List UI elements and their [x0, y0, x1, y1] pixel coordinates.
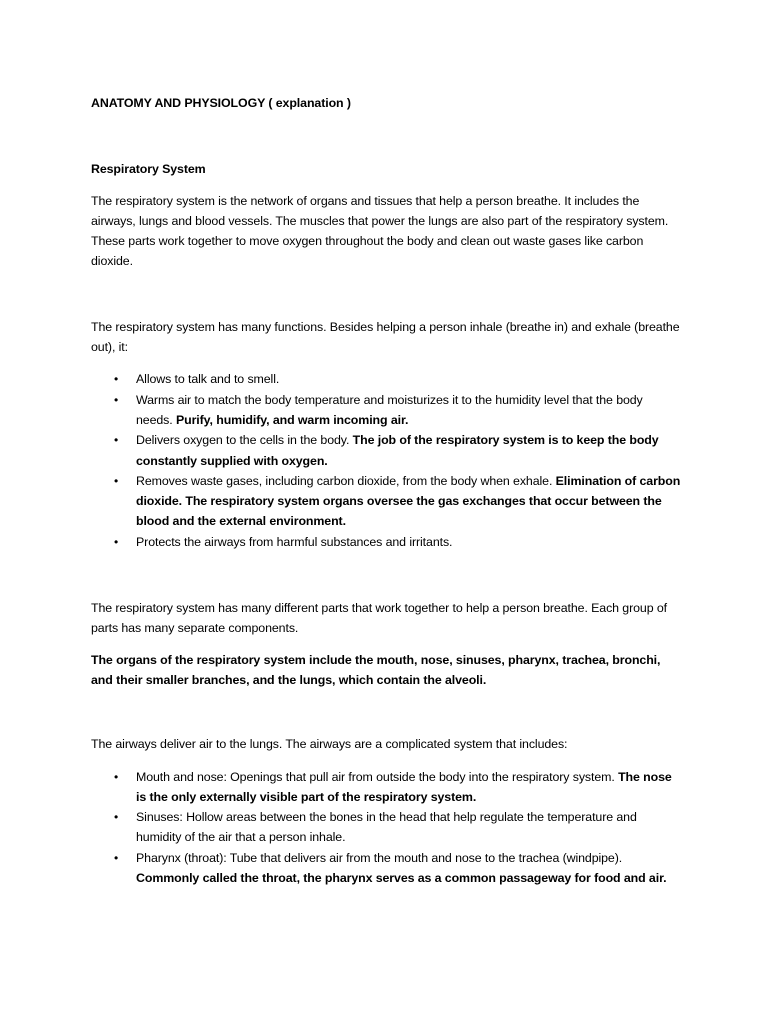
paragraph-parts: The respiratory system has many different parts that work together to help a person breathe. Each group of parts has many separate components.: [91, 601, 667, 636]
list-item-text: Mouth and nose: Openings that pull air from outside the body into the respiratory system.: [136, 769, 619, 784]
list-item-bold-text: Purify, humidify, and warm incoming air.: [175, 412, 409, 427]
bullet-icon: •: [114, 392, 119, 407]
list-item-text: Removes waste gases, including carbon dioxide, from the body when exhale.: [136, 473, 556, 488]
bullet-icon: •: [114, 534, 119, 549]
bullet-icon: •: [114, 810, 119, 825]
paragraph-airways-intro: The airways deliver air to the lungs. The airways are a complicated system that includes:: [91, 737, 568, 752]
bullet-icon: •: [114, 769, 119, 784]
document-title: ANATOMY AND PHYSIOLOGY ( explanation ): [91, 96, 351, 110]
list-item-text: Protects the airways from harmful substances and irritants.: [136, 534, 453, 549]
paragraph-functions-intro: The respiratory system has many functions. Besides helping a person inhale (breathe in) and exhale (breathe out), it:: [91, 319, 680, 355]
list-item: [114, 532, 682, 552]
functions-list: [91, 369, 682, 552]
list-item-bold-text: Elimination of carbon dioxide. The respiratory system organs oversee the gas exchanges that occur between the blood and the external environment.: [136, 473, 681, 529]
list-item-text: Warms air to match the body temperature and moisturizes it to the humidity level that the body needs.: [136, 392, 643, 427]
list-item-bold-text: The nose is the only externally visible part of the respiratory system.: [136, 769, 672, 804]
list-item: [114, 369, 682, 389]
bullet-icon: •: [114, 372, 119, 387]
list-item: [114, 471, 682, 532]
paragraph-intro: The respiratory system is the network of organs and tissues that help a person breathe. It includes the airways, lungs and blood vessels. The muscles that power the lungs are also part of the respiratory system. These parts work together to move oxygen throughout the body and clean out waste gases like carbon dioxide.: [91, 193, 669, 269]
section-heading: Respiratory System: [91, 162, 206, 177]
airways-list: [91, 767, 682, 889]
list-item: [114, 767, 682, 808]
bullet-icon: •: [114, 850, 119, 865]
list-item-text: Sinuses: Hollow areas between the bones in the head that help regulate the temperature and humidity of the air that a person inhale.: [136, 810, 637, 845]
list-item-text: Delivers oxygen to the cells in the body.: [136, 433, 353, 448]
list-item-text: Pharynx (throat): Tube that delivers air from the mouth and nose to the trachea (windpipe).: [136, 850, 623, 865]
bullet-icon: •: [114, 473, 119, 488]
list-item: [114, 390, 682, 431]
paragraph-organs: The organs of the respiratory system include the mouth, nose, sinuses, pharynx, trachea, bronchi, and their smaller branches, and the lungs, which contain the alveoli.: [91, 652, 661, 687]
list-item: [114, 848, 682, 889]
list-item-text: Allows to talk and to smell.: [136, 372, 280, 387]
list-item: [114, 430, 682, 471]
list-item: [114, 807, 682, 848]
list-item-bold-text: Commonly called the throat, the pharynx serves as a common passageway for food and air.: [136, 871, 667, 886]
bullet-icon: •: [114, 433, 119, 448]
list-item-bold-text: The job of the respiratory system is to keep the body constantly supplied with oxygen.: [136, 433, 659, 468]
